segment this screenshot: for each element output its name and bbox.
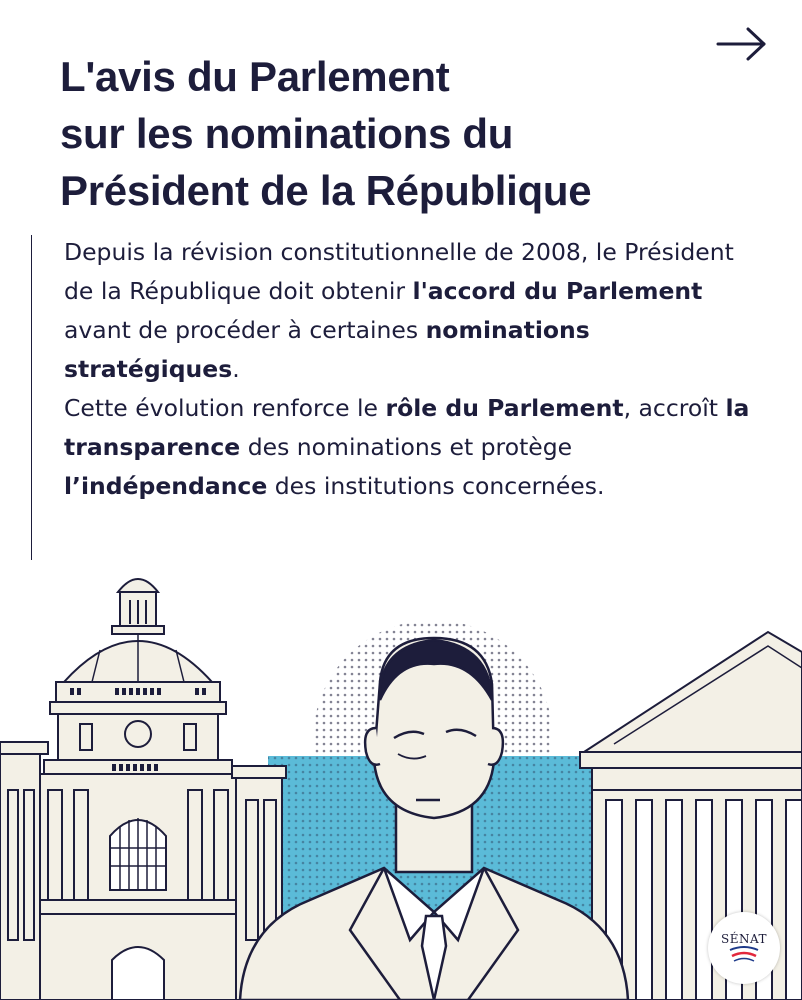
- logo-text: SÉNAT: [721, 932, 767, 946]
- text-fragment: Depuis la révision constitutionnelle de 2008, le Président de la République doit obtenir: [64, 238, 734, 305]
- senat-logo: [708, 912, 780, 984]
- bold-fragment: rôle du Parlement: [385, 394, 624, 422]
- senat-emblem-icon: [724, 946, 764, 964]
- intro-text: [64, 233, 764, 506]
- arrow-right-icon: [714, 24, 770, 64]
- bold-fragment: nominations stratégiques: [64, 316, 590, 383]
- vertical-divider: [31, 235, 32, 560]
- title-line-1: L'avis du Parlement: [60, 53, 450, 100]
- paragraph-1: [64, 233, 764, 389]
- text-fragment: des nominations et protège: [240, 433, 573, 461]
- text-fragment: , accroît: [623, 394, 726, 422]
- domed-building-illustration: [0, 579, 286, 1000]
- text-fragment: Cette évolution renforce le: [64, 394, 386, 422]
- text-fragment: des institutions concernées.: [267, 472, 605, 500]
- page-title: [60, 48, 740, 219]
- paragraph-2: [64, 389, 764, 506]
- bold-fragment: la transparence: [64, 394, 750, 461]
- illustration: [0, 560, 802, 1000]
- bold-fragment: l'accord du Parlement: [412, 277, 703, 305]
- title-line-2: sur les nominations du: [60, 110, 514, 157]
- text-fragment: avant de procéder à certaines: [64, 316, 426, 344]
- text-fragment: .: [232, 355, 240, 383]
- bold-fragment: l’indépendance: [64, 472, 268, 500]
- title-line-3: Président de la République: [60, 167, 592, 214]
- next-slide-button[interactable]: [714, 24, 770, 64]
